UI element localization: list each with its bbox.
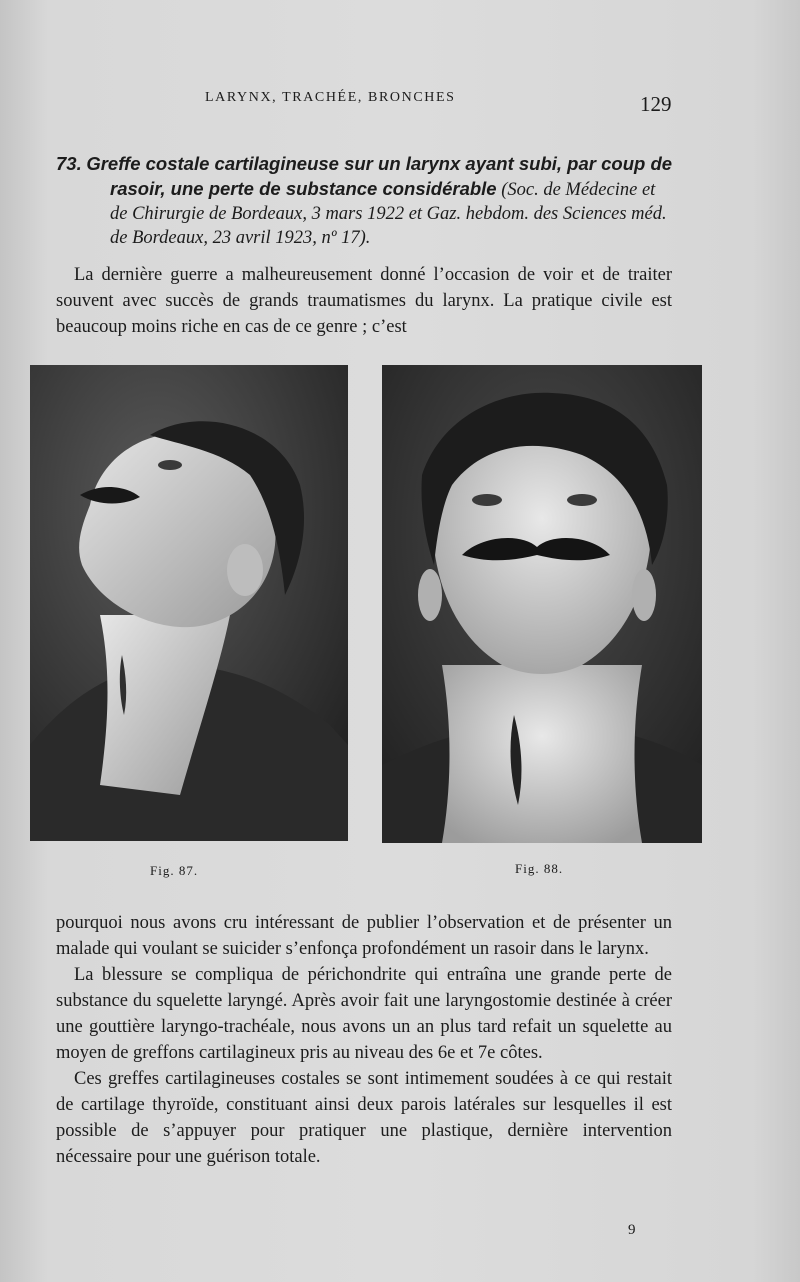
paragraph: La dernière guerre a malheureusement donné l’occasion de voir et de traiter souvent avec succès de grands traumatismes du larynx. La pratique civile est beaucoup moins riche en cas de ce genre ; c’est: [56, 265, 672, 337]
entry-number: 73.: [56, 153, 82, 174]
body-text-bottom: [56, 910, 672, 1170]
entry-reference: (Soc. de Médecine et de Chirurgie de Bordeaux, 3 mars 1922 et Gaz. hebdom. des Sciences méd. de Bordeaux, 23 avril 1923, nº 17).: [110, 180, 667, 248]
page-number: 129: [640, 92, 672, 116]
figure-88-caption: Fig. 88.: [515, 861, 564, 876]
figure-88-photo: [382, 365, 702, 843]
signature-mark: 9: [628, 1222, 636, 1238]
paragraph: pourquoi nous avons cru intéressant de publier l’observation et de présenter un malade qui voulant se suicider s’enfonça profondément un rasoir dans le larynx.: [56, 913, 672, 959]
paragraph: La blessure se compliqua de périchondrite qui entraîna une grande perte de substance du squelette laryngé. Après avoir fait une laryngostomie destinée à créer une gouttière laryngo-trachéale, nous avons un an plus tard refait un squelette au moyen de greffons cartilagineux pris au niveau des 6e et 7e côtes.: [56, 965, 672, 1063]
paragraph: Ces greffes cartilagineuses costales se sont intimement soudées à ce qui restait de cartilage thyroïde, constituant ainsi deux parois latérales sur lesquelles il est possible de s’appuyer pour pratiquer une plastique, dernière intervention nécessaire pour une guérison totale.: [56, 1069, 672, 1167]
entry-title: Greffe costale cartilagineuse sur un larynx ayant subi, par coup de rasoir, une perte de substance considérable: [86, 153, 673, 199]
entry-heading: [56, 152, 676, 250]
running-head: LARYNX, TRACHÉE, BRONCHES: [205, 90, 456, 105]
body-text-top: [56, 262, 672, 340]
figure-87-photo: [30, 365, 348, 841]
figure-87-caption: Fig. 87.: [150, 863, 199, 878]
